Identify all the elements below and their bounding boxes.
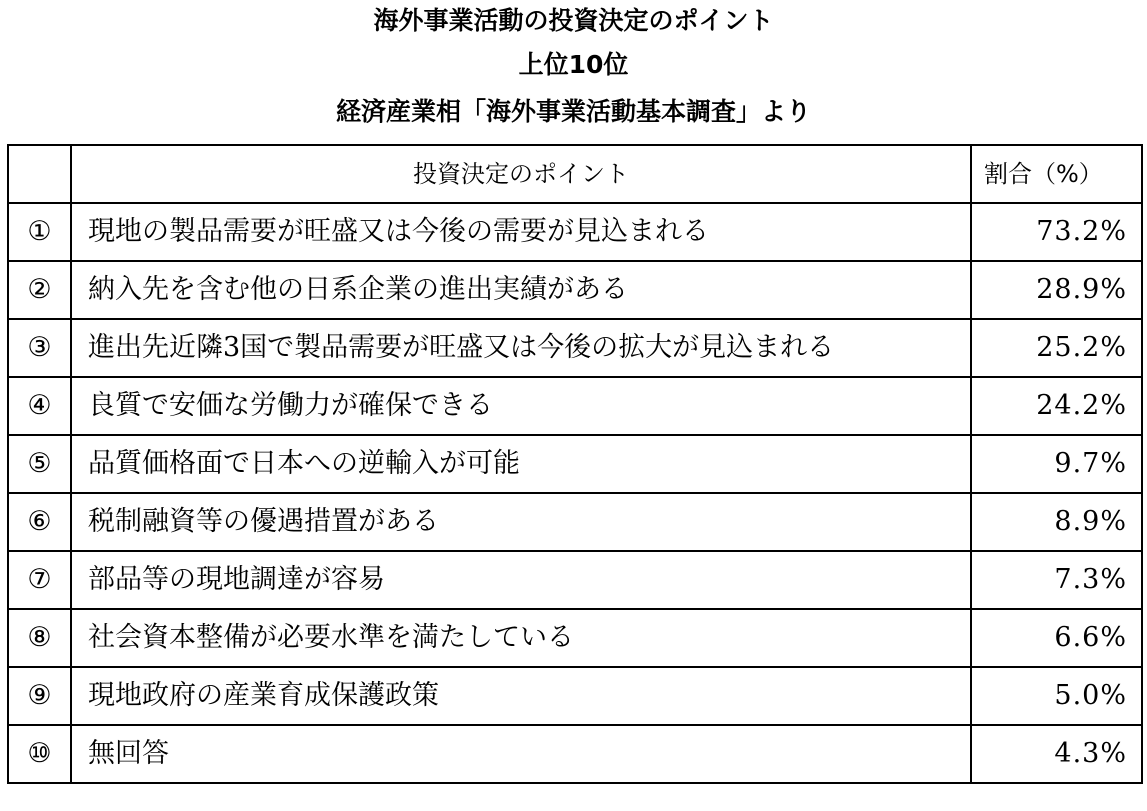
row-rate: 25.2%: [971, 319, 1142, 377]
row-rate: 7.3%: [971, 551, 1142, 609]
row-rate: 4.3%: [971, 725, 1142, 783]
table-row: [8, 551, 1142, 609]
row-rate: 73.2%: [971, 203, 1142, 261]
row-number: ⑩: [8, 725, 71, 783]
table-row: [8, 377, 1142, 435]
row-rate: 28.9%: [971, 261, 1142, 319]
row-number: ⑤: [8, 435, 71, 493]
header-number: [8, 145, 71, 203]
row-number: ⑥: [8, 493, 71, 551]
row-point: 現地の製品需要が旺盛又は今後の需要が見込まれる: [71, 203, 971, 261]
row-rate: 8.9%: [971, 493, 1142, 551]
row-number: ⑧: [8, 609, 71, 667]
header-rate: 割合（%）: [971, 145, 1142, 203]
row-rate: 24.2%: [971, 377, 1142, 435]
row-point: 社会資本整備が必要水準を満たしている: [71, 609, 971, 667]
table-header-row: [8, 145, 1142, 203]
row-number: ③: [8, 319, 71, 377]
page-title: 海外事業活動の投資決定のポイント: [373, 6, 774, 35]
page-subtitle: 上位10位: [518, 50, 629, 79]
header-point: 投資決定のポイント: [71, 145, 971, 203]
row-point: 部品等の現地調達が容易: [71, 551, 971, 609]
table-row: [8, 435, 1142, 493]
table-row: [8, 319, 1142, 377]
row-number: ②: [8, 261, 71, 319]
row-number: ⑦: [8, 551, 71, 609]
table-row: [8, 261, 1142, 319]
row-point: 納入先を含む他の日系企業の進出実績がある: [71, 261, 971, 319]
row-point: 良質で安価な労働力が確保できる: [71, 377, 971, 435]
row-point: 品質価格面で日本への逆輸入が可能: [71, 435, 971, 493]
row-number: ⑨: [8, 667, 71, 725]
row-rate: 5.0%: [971, 667, 1142, 725]
table-row: [8, 725, 1142, 783]
row-rate: 6.6%: [971, 609, 1142, 667]
investment-points-table: [7, 144, 1143, 784]
table-row: [8, 203, 1142, 261]
row-point: 現地政府の産業育成保護政策: [71, 667, 971, 725]
row-number: ④: [8, 377, 71, 435]
table-row: [8, 667, 1142, 725]
row-point: 進出先近隣3国で製品需要が旺盛又は今後の拡大が見込まれる: [71, 319, 971, 377]
table-row: [8, 493, 1142, 551]
row-rate: 9.7%: [971, 435, 1142, 493]
page-source: 経済産業相「海外事業活動基本調査」より: [335, 97, 811, 126]
row-point: 税制融資等の優遇措置がある: [71, 493, 971, 551]
row-point: 無回答: [71, 725, 971, 783]
row-number: ①: [8, 203, 71, 261]
table-row: [8, 609, 1142, 667]
